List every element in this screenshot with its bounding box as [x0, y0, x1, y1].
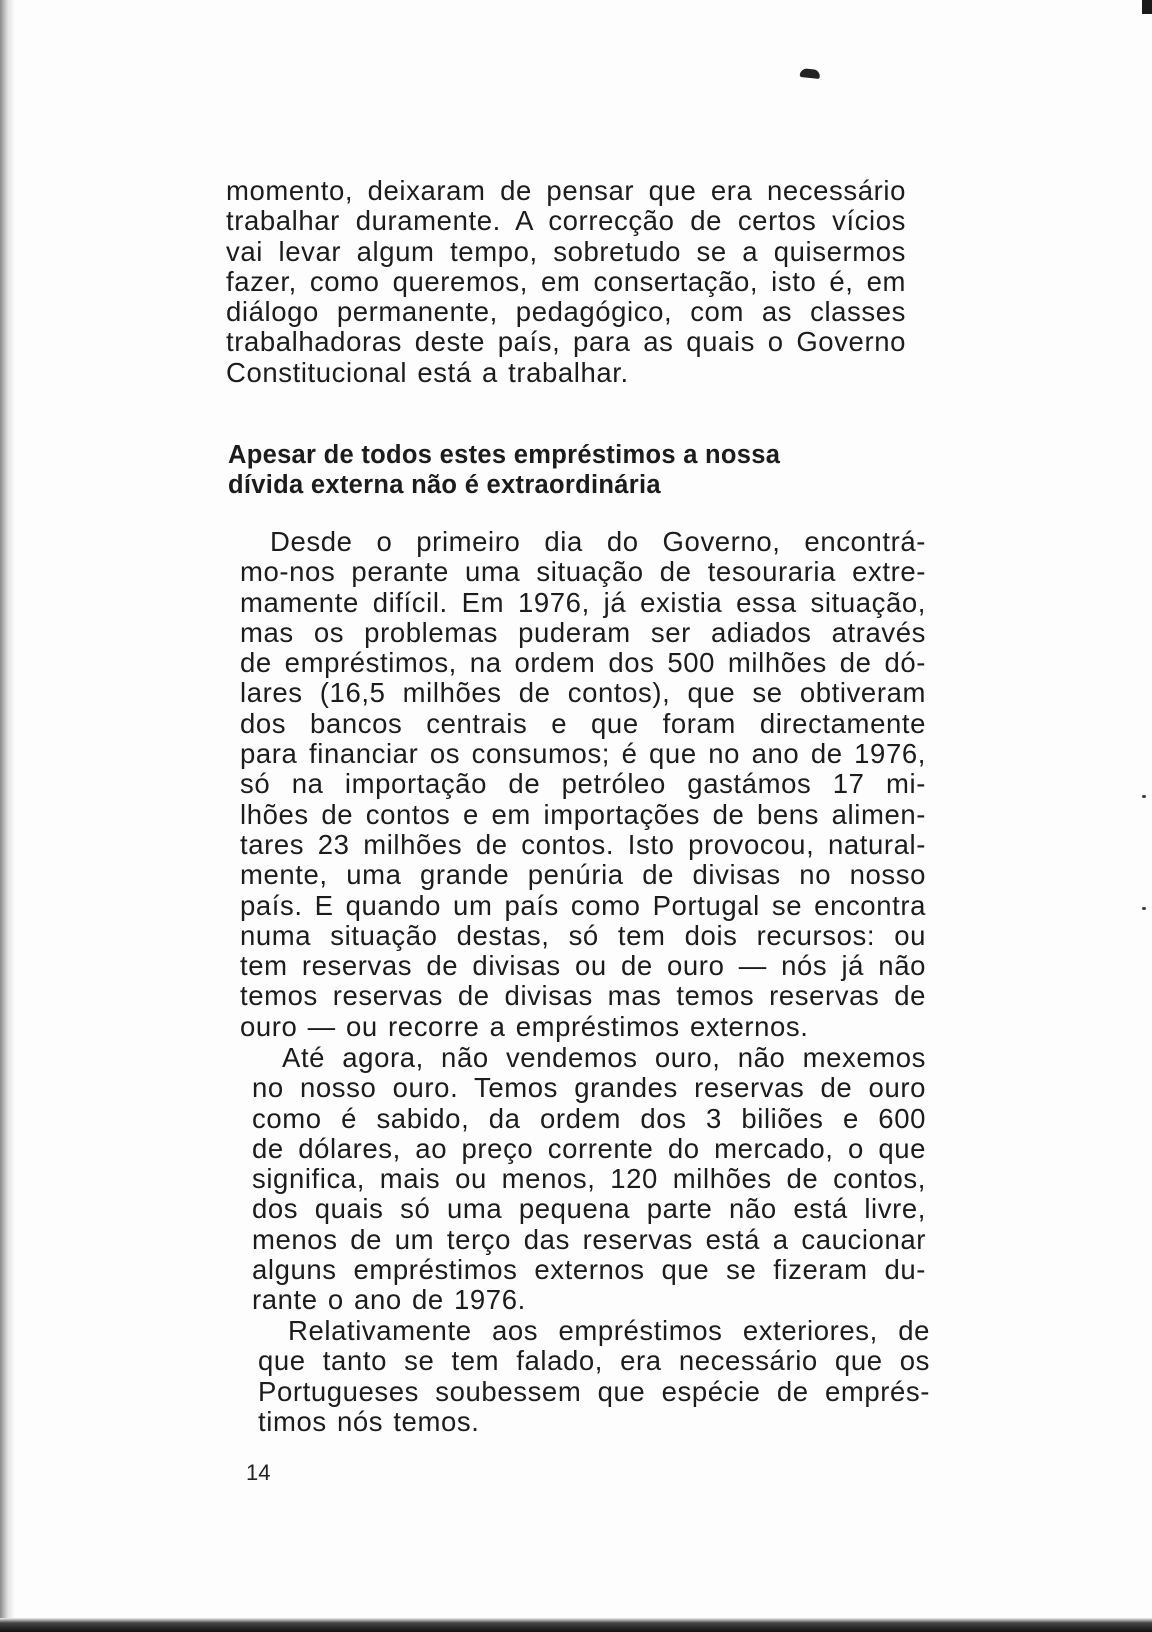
- text-line: como é sabido, da ordem dos 3 biliões e 600: [252, 1103, 926, 1134]
- text-line: só na importação de petróleo gastámos 17 mi-: [240, 769, 926, 800]
- text-line: diálogo permanente, pedagógico, com as classes: [226, 297, 906, 328]
- text-line: de empréstimos, na ordem dos 500 milhões de dó-: [240, 648, 926, 679]
- scan-bottom-edge: [0, 1618, 1152, 1632]
- text-line: alguns empréstimos externos que se fizeram du-: [252, 1255, 926, 1286]
- text-line: numa situação destas, só tem dois recursos: ou: [240, 920, 926, 951]
- page-number: 14: [246, 1460, 271, 1485]
- text-line: mamente difícil. Em 1976, já existia essa situação,: [240, 587, 926, 618]
- text-line: momento, deixaram de pensar que era necessário: [226, 176, 906, 206]
- text-line: ouro — ou recorre a empréstimos externos.: [240, 1011, 809, 1042]
- text-line: lhões de contos e em importações de bens alimen-: [240, 799, 926, 830]
- text-line: no nosso ouro. Temos grandes reservas de ouro: [252, 1073, 926, 1104]
- text-line: país. E quando um país como Portugal se encontra: [240, 890, 926, 921]
- text-line: Desde o primeiro dia do Governo, encontrá-: [270, 527, 926, 557]
- heading-line: dívida externa não é extraordinária: [228, 471, 661, 499]
- text-line: tares 23 milhões de contos. Isto provocou, natural-: [240, 829, 926, 860]
- paragraph-2: [252, 1043, 926, 1316]
- text-line: mente, uma grande penúria de divisas no nosso: [240, 860, 926, 891]
- text-line: para financiar os consumos; é que no ano de 1976,: [240, 739, 926, 770]
- text-line: tem reservas de divisas ou de ouro — nós já não: [240, 951, 926, 982]
- text-line: trabalhar duramente. A correcção de certos vícios: [226, 206, 906, 237]
- text-line: timos nós temos.: [258, 1406, 480, 1437]
- ink-dot: [1142, 907, 1146, 910]
- intro-paragraph: [226, 176, 906, 388]
- scan-corner-mark: [1142, 0, 1152, 14]
- text-line: mas os problemas puderam ser adiados através: [240, 617, 926, 648]
- section-heading: [228, 440, 844, 500]
- text-line: Relativamente aos empréstimos exteriores, de: [288, 1316, 930, 1346]
- text-line: Até agora, não vendemos ouro, não mexemos: [282, 1043, 926, 1073]
- text-line: dos bancos centrais e que foram directamente: [240, 708, 926, 739]
- heading-line: Apesar de todos estes empréstimos a nossa: [228, 441, 781, 469]
- paragraph-3: [258, 1316, 930, 1437]
- text-line: vai levar algum tempo, sobretudo se a quisermos: [226, 236, 906, 267]
- text-line: menos de um terço das reservas está a caucionar: [252, 1224, 926, 1255]
- text-line: significa, mais ou menos, 120 milhões de contos,: [252, 1164, 926, 1195]
- ink-speck: [800, 68, 821, 79]
- text-line: fazer, como queremos, em consertação, isto é, em: [226, 266, 906, 297]
- text-line: de dólares, ao preço corrente do mercado, o que: [252, 1133, 926, 1164]
- text-line: mo-nos perante uma situação de tesouraria extre-: [240, 557, 926, 588]
- text-line: trabalhadoras deste país, para as quais o Governo: [226, 327, 906, 358]
- text-line: que tanto se tem falado, era necessário que os: [258, 1346, 930, 1377]
- ink-dot: [1142, 795, 1146, 798]
- text-line: rante o ano de 1976.: [252, 1285, 526, 1316]
- text-line: Portugueses soubessem que espécie de emprés-: [258, 1376, 930, 1407]
- text-line: Constitucional está a trabalhar.: [226, 357, 629, 388]
- paragraph-1: [240, 527, 926, 1042]
- scan-left-edge: [0, 0, 14, 1632]
- text-line: dos quais só uma pequena parte não está livre,: [252, 1194, 926, 1225]
- text-line: temos reservas de divisas mas temos reservas de: [240, 981, 926, 1012]
- text-line: lares (16,5 milhões de contos), que se obtiveram: [240, 678, 926, 709]
